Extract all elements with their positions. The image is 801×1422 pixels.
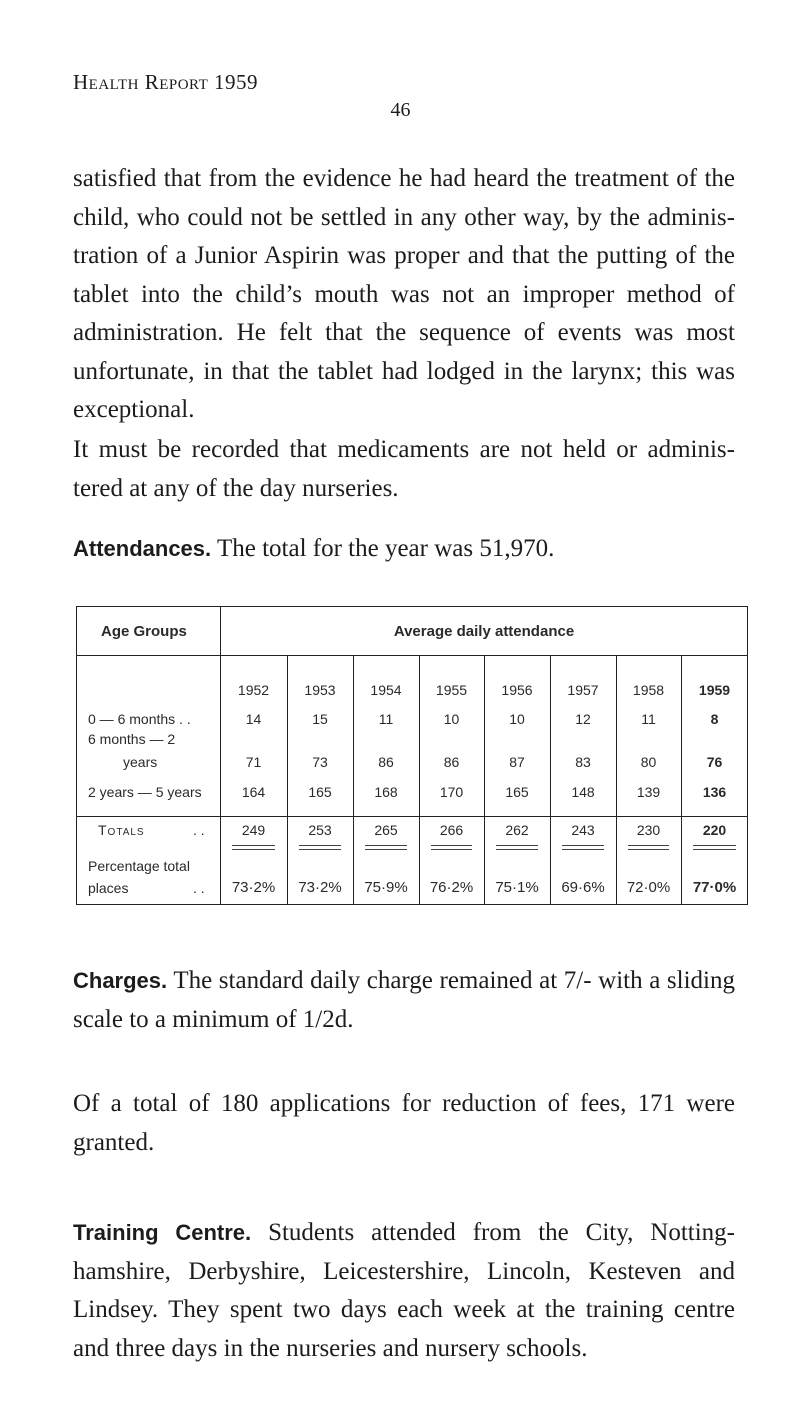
year-header: 1956 xyxy=(501,682,533,698)
double-underline xyxy=(693,845,736,850)
running-title-text: Health Report 1959 xyxy=(73,70,259,94)
double-underline xyxy=(232,845,275,850)
table-cell: 11 xyxy=(378,711,394,727)
average-attendance-header: Average daily attendance xyxy=(393,623,575,640)
double-underline xyxy=(628,845,669,850)
percentage-cell: 73·2% xyxy=(298,879,342,896)
table-cell: 14 xyxy=(245,711,262,727)
row-label-continued: years xyxy=(123,754,158,770)
attendances-heading: Attendances. xyxy=(73,536,212,561)
percentage-cell: 75·9% xyxy=(364,879,408,896)
percentage-cell: 77·0% xyxy=(692,879,737,896)
table-cell: 10 xyxy=(443,711,460,727)
table-cell: 148 xyxy=(571,784,595,800)
double-underline xyxy=(431,845,472,850)
table-cell: 170 xyxy=(439,784,464,800)
year-header: 1955 xyxy=(435,682,468,698)
year-header: 1959 xyxy=(698,682,731,698)
table-cell: 136 xyxy=(702,784,727,800)
training-text: Students attended from the City, Notting-hamshire, Derbyshire, Leicestershire, Lincoln, Kesteven and Lindsey. They spent two days each week at the training centre and three days in the nurseries and nursery schools. xyxy=(73,1219,735,1362)
percentage-cell: 75·1% xyxy=(495,879,539,896)
totals-top-rule xyxy=(76,816,748,817)
training-paragraph xyxy=(73,1214,735,1368)
running-title xyxy=(73,70,258,95)
double-underline xyxy=(299,845,341,850)
year-header: 1953 xyxy=(304,682,336,698)
paragraph-medicaments xyxy=(73,431,735,508)
totals-dots: . . xyxy=(193,822,205,838)
charges-text: The standard daily charge remained at 7/- with a sliding scale to a minimum of 1/2d. xyxy=(73,967,735,1033)
percentage-label-continued: places xyxy=(88,880,129,896)
page-number: 46 xyxy=(390,99,411,121)
totals-cell: 262 xyxy=(505,822,529,838)
table-cell: 73 xyxy=(312,754,328,770)
attendances-text: The total for the year was 51,970. xyxy=(216,535,555,562)
table-cell: 12 xyxy=(575,711,591,727)
year-header: 1952 xyxy=(237,682,270,698)
table-cell: 10 xyxy=(509,711,525,727)
totals-cell: 220 xyxy=(702,822,727,838)
table-cell: 15 xyxy=(312,711,328,727)
age-groups-header: Age Groups xyxy=(101,623,187,640)
percentage-cell: 76·2% xyxy=(429,879,474,896)
year-header: 1958 xyxy=(632,682,665,698)
totals-cell: 253 xyxy=(308,822,332,838)
table-cell: 80 xyxy=(640,754,657,770)
percentage-label: Percentage total xyxy=(88,858,190,874)
double-underline xyxy=(365,845,407,850)
training-heading: Training Centre. xyxy=(73,1220,252,1245)
row-label: 2 years — 5 years xyxy=(88,784,202,800)
paragraph-continuation: satisfied that from the evidence he had heard the treatment of the child, who could not be settled in any other way, by the adminis-tration of a Junior Aspirin was proper and that the putting of the tablet into the child’s mouth was not an improper method of administration. He felt that the sequence of events was most unfortunate, in that the tablet had lodged in the larynx; this was exceptional. xyxy=(73,165,735,423)
percentage-cell: 69·6% xyxy=(561,879,605,896)
table-cell: 168 xyxy=(374,784,398,800)
totals-cell: 230 xyxy=(636,822,661,838)
table-cell: 86 xyxy=(378,754,394,770)
percentage-dots: . . xyxy=(193,880,205,896)
year-header: 1954 xyxy=(370,682,402,698)
table-cell: 76 xyxy=(706,754,723,770)
table-cell: 71 xyxy=(245,754,262,770)
row-label: 6 months — 2 xyxy=(88,731,176,747)
percentage-cell: 72·0% xyxy=(626,879,671,896)
double-underline xyxy=(496,845,538,850)
table-cell: 165 xyxy=(308,784,332,800)
table-cell: 11 xyxy=(641,711,656,727)
year-header: 1957 xyxy=(567,682,599,698)
totals-label: Totals xyxy=(98,822,145,838)
double-underline xyxy=(562,845,604,850)
table-cell: 164 xyxy=(241,784,266,800)
paragraph-medicaments-text: It must be recorded that medicaments are not held or adminis-tered at any of the day nurseries. xyxy=(73,436,735,502)
totals-cell: 243 xyxy=(571,822,595,838)
table-cell: 165 xyxy=(505,784,529,800)
row-label: 0 — 6 months . . xyxy=(88,711,191,727)
table-cell: 83 xyxy=(575,754,591,770)
table-cell: 87 xyxy=(509,754,525,770)
table-cell: 139 xyxy=(636,784,661,800)
attendances-paragraph xyxy=(73,530,735,569)
totals-cell: 249 xyxy=(241,822,266,838)
table-cell: 8 xyxy=(710,711,719,727)
percentage-cell: 73·2% xyxy=(231,879,276,896)
charges-heading: Charges. xyxy=(73,968,168,993)
charges-paragraph xyxy=(73,962,735,1039)
totals-cell: 265 xyxy=(374,822,398,838)
table-cell: 86 xyxy=(443,754,460,770)
fees-paragraph: Of a total of 180 applications for reduction of fees, 171 were granted. xyxy=(73,1090,735,1156)
table-header-rule xyxy=(76,655,748,656)
totals-cell: 266 xyxy=(439,822,464,838)
